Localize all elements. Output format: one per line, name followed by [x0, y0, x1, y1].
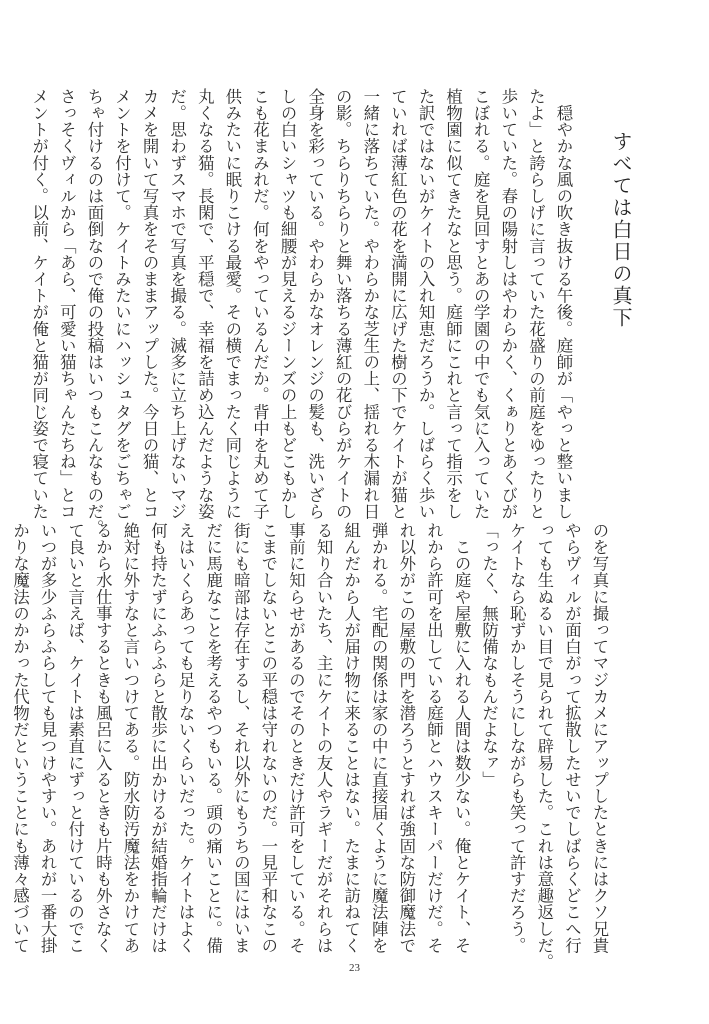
text-column: ケイトなら恥ずかしそうにしながらも笑って許すだろう。 — [507, 522, 527, 954]
text-column: て良いと言えば、ケイトは素直にずっと付けているのでこ — [65, 522, 85, 954]
text-column: 「ったく、無防備なもんだよなァ」 — [479, 522, 499, 788]
text-column: しの白いシャツも細腰が見えるジーンズの上もどこもかし — [278, 88, 298, 520]
text-column: 何も持たずにふらふらと散歩に出かけるが結婚指輪だけは — [148, 522, 168, 954]
text-column: 弾かれる。宅配の関係は家の中に直接届くように魔法陣を — [369, 522, 389, 954]
text-column: ちゃ付けるのは面倒なので俺の投稿はいつもこんなものだ。 — [84, 88, 104, 537]
text-column: こぼれる。庭を見回すとあの学園の中でも気に入っていた — [471, 88, 491, 520]
text-column: れ以外がこの屋敷の門を潜ろうとすれば強固な防御魔法で — [396, 522, 416, 954]
text-column: 全身を彩っている。やわらかなオレンジの髪も、洗いざら — [305, 88, 325, 520]
text-column: いつが多少ふらふらしても見つけやすい。あれが一番大掛 — [38, 522, 58, 954]
page-number: 23 — [349, 962, 360, 974]
text-column: のを写真に撮ってマジカメにアップしたときにはクソ兄貴 — [590, 522, 609, 954]
text-column: 絶対に外すなと言いつけてある。防水防汚魔法をかけてあ — [120, 522, 140, 954]
text-column: っても生ぬるい目で見られて辟易した。これは意趣返しだ。 — [534, 522, 554, 971]
chapter-title: すべては白日の真下 — [609, 131, 633, 329]
text-column: 供みたいに眠りこける最愛。その横でまったく同じように — [222, 88, 242, 520]
text-column: 事前に知らせがあるのでそのときだけ許可をしている。そ — [286, 522, 306, 954]
text-column: れから許可を出している庭師とハウスキーパーだけだ。そ — [424, 522, 444, 954]
text-column: 組んだから人が届け物に来ることはない。たまに訪ねてく — [341, 522, 361, 954]
text-column: 一緒に落ちていた。やわらかな芝生の上、揺れる木漏れ日 — [360, 88, 380, 520]
text-column: この庭や屋敷に入れる人間は数少ない。俺とケイト、そ — [452, 522, 472, 954]
text-column: 穏やかな風の吹き抜ける午後。庭師が「やっと整いまし — [554, 88, 573, 520]
text-column: るから水仕事するときも風呂に入るときも片時も外さなく — [93, 522, 113, 954]
text-column: たよ」と誇らしげに言っていた花盛りの前庭をゆったりと — [526, 88, 546, 520]
text-column: 丸くなる猫。長閑で、平穏で、幸福を詰め込んだような姿 — [195, 88, 215, 520]
text-column: こまでしないとこの平穏は守れないのだ。一見平和なこの — [258, 522, 278, 954]
text-block-top — [25, 88, 577, 537]
text-column: やらヴィルが面白がって拡散したせいでしばらくどこへ行 — [562, 522, 582, 954]
text-column: だに馬鹿なことを考えるやつもいる。頭の痛いことに。備 — [203, 522, 223, 954]
text-column: 街にも暗部は存在するし、それ以外にもうちの国にはいま — [231, 522, 251, 954]
text-column: の影。ちらりちらりと舞い落ちる薄紅の花びらがケイトの — [333, 88, 353, 520]
text-column: 植物園に似てきたなと思う。庭師にこれと言って指示をし — [443, 88, 463, 520]
text-column: カメを開いて写真をそのままアップした。今日の猫、とコ — [140, 88, 160, 520]
text-column: メントを付けて。ケイトみたいにハッシュタグをごちゃご — [112, 88, 132, 520]
text-column: こも花まみれだ。何をやっているんだか。背中を丸めて子 — [250, 88, 270, 520]
text-column: だ。思わずスマホで写真を撮る。滅多に立ち上げないマジ — [167, 88, 187, 520]
text-column: 歩いていた。春の陽射しはやわらかく、くぁりとあくびが — [498, 88, 518, 520]
text-column: る知り合いたち、主にケイトの友人やラギーだがそれらは — [314, 522, 334, 954]
text-column: かりな魔法のかかった代物だということにも薄々感づいて — [10, 522, 30, 954]
text-column: ていれば薄紅色の花を満開に広げた樹の下でケイトが猫と — [388, 88, 408, 520]
text-column: メントが付く。以前、ケイトが俺と猫が同じ姿で寝ていた — [29, 88, 49, 520]
text-column: えはいくらあっても足りないくらいだった。ケイトはよく — [176, 522, 196, 954]
text-column: た訳ではないがケイトの入れ知恵だろうか。しばらく歩い — [416, 88, 436, 520]
text-column: さっそくヴィルから「あら、可愛い猫ちゃんたちね」とコ — [57, 88, 77, 520]
